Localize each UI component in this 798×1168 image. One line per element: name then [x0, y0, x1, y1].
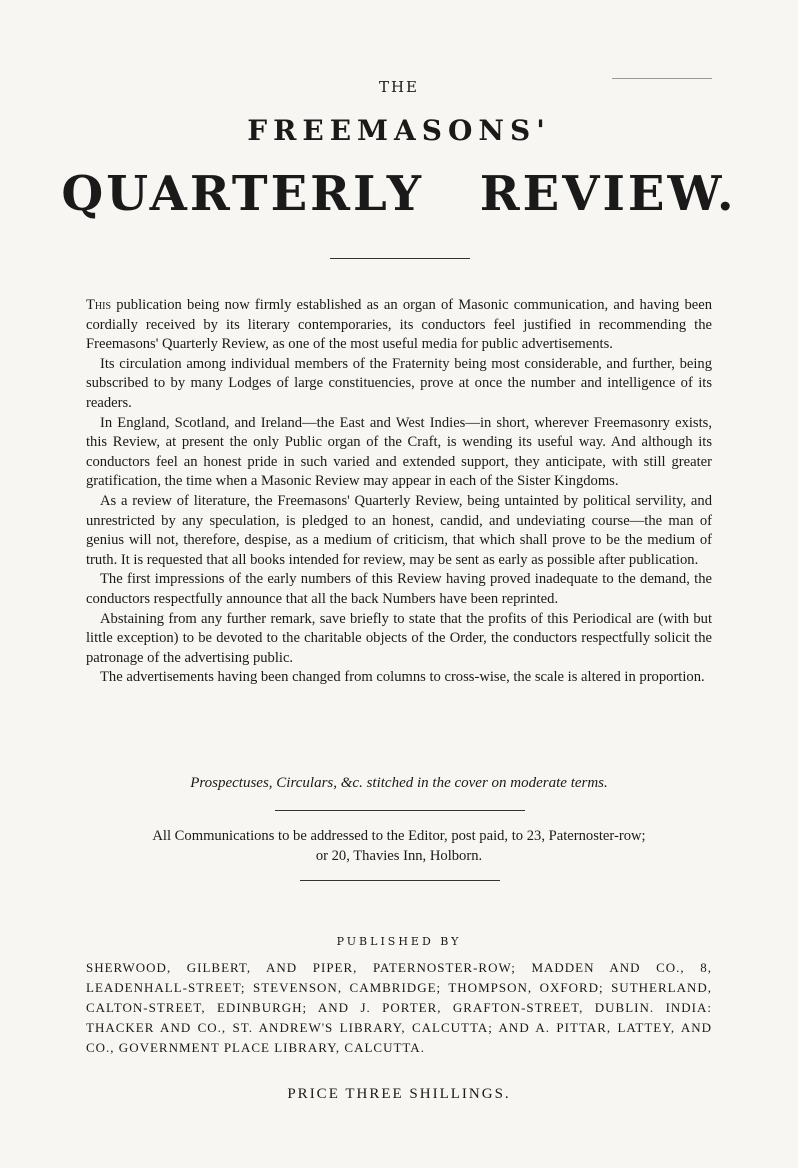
header-the: THE [378, 78, 420, 96]
body-text [86, 296, 712, 688]
paragraph-1 [86, 296, 712, 355]
title-review: REVIEW. [479, 166, 737, 222]
communications-line1: All Communications to be addressed to the Editor, post paid, to 23, Paternoster-row; [152, 828, 646, 844]
title-freemasons: FREEMASONS' [247, 114, 551, 147]
paragraph-6: Abstaining from any further remark, save briefly to state that the profits of this Periodical are (with but little exception) to be devoted to the charitable objects of the Order, the conductors respectfully solicit the patronage of the advertising public. [86, 610, 712, 666]
price: PRICE THREE SHILLINGS. [287, 1086, 511, 1102]
title-divider [330, 258, 470, 259]
communications [86, 826, 712, 866]
title-quarterly-review [0, 166, 798, 222]
paragraph-1-lead: This [86, 297, 112, 313]
prospectuses-note: Prospectuses, Circulars, &c. stitched in the cover on moderate terms. [190, 775, 608, 791]
published-by: PUBLISHED BY [336, 935, 462, 948]
paragraph-2: Its circulation among individual members of the Fraternity being most considerable, and further, being subscribed to by many Lodges of large constituencies, prove at once the number and intelligence of its readers. [86, 355, 712, 411]
title-quarterly: QUARTERLY [61, 166, 424, 222]
divider-3 [300, 880, 500, 881]
publishers-list: SHERWOOD, GILBERT, AND PIPER, PATERNOSTER-ROW; MADDEN AND CO., 8, LEADENHALL-STREET; STEVENSON, CAMBRIDGE; THOMPSON, OXFORD; SUTHERLAND, CALTON-STREET, EDINBURGH; AND J. PORTER, GRAFTON-STREET, DUBLIN. INDIA: THACKER AND CO., ST. ANDREW'S LIBRARY, CALCUTTA; AND A. PITTAR, LATTEY, AND CO., GOVERNMENT PLACE LIBRARY, CALCUTTA. [86, 960, 712, 1055]
paragraph-1-text: publication being now firmly established as an organ of Masonic communication, and having been cordially received by its literary contemporaries, its conductors feel justified in recommending the Freemasons' Quarterly Review, as one of the most useful media for public advertisements. [86, 297, 712, 353]
paragraph-7: The advertisements having been changed from columns to cross-wise, the scale is altered in proportion. [100, 669, 705, 686]
communications-line2: or 20, Thavies Inn, Holborn. [315, 848, 483, 864]
paragraph-5: The first impressions of the early numbers of this Review having proved inadequate to the demand, the conductors respectfully announce that all the back Numbers have been reprinted. [86, 571, 712, 607]
divider-2 [275, 810, 525, 811]
paragraph-4: As a review of literature, the Freemasons' Quarterly Review, being untainted by political servility, and unrestricted by any speculation, is pledged to an honest, candid, and undeviating course—the man of genius will not, therefore, despise, as a medium of criticism, that which shall prove to be the medium of truth. It is requested that all books intended for review, may be sent as early as possible after publication. [86, 492, 712, 568]
paragraph-3: In England, Scotland, and Ireland—the East and West Indies—in short, wherever Freemasonry exists, this Review, at present the only Public organ of the Craft, is wending its useful way. And although its conductors feel an honest pride in such varied and extended support, they anticipate, with still greater gratification, the time when a Masonic Review may appear in each of the Sister Kingdoms. [86, 414, 712, 490]
